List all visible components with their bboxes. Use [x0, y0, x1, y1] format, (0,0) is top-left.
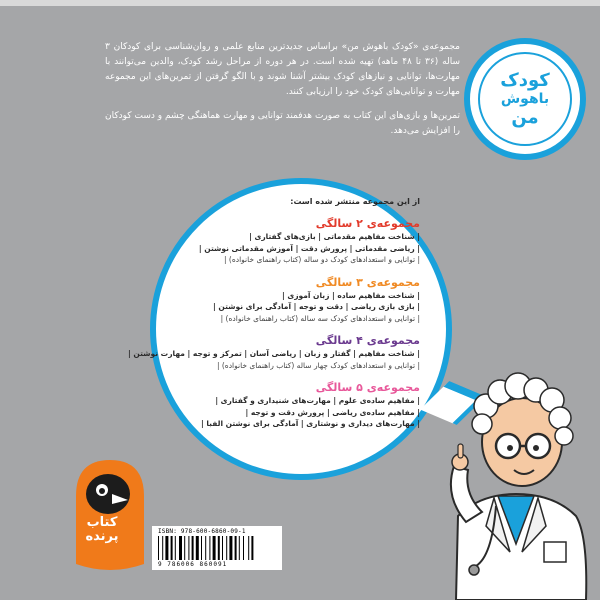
- scientist-character-illustration: [436, 366, 596, 600]
- series-logo: [464, 38, 586, 160]
- barcode-bar: [175, 536, 176, 560]
- barcode-bar: [209, 536, 210, 560]
- series-line: | شناخت مفاهیم ساده | زبان آموزی |: [281, 290, 420, 300]
- series-line: | ریاضی مقدماتی | پرورش دقت | آموزش مقدماتی نوشتن |: [198, 243, 420, 253]
- barcode-bar: [226, 536, 227, 560]
- barcode-bar: [251, 536, 253, 560]
- publisher-name: [72, 516, 132, 544]
- barcode-bar: [205, 536, 206, 560]
- barcode: [152, 526, 282, 570]
- series-list-intro: از این مجموعه منتشر شده است:: [290, 197, 420, 206]
- barcode-bar: [235, 536, 237, 560]
- barcode-bar: [188, 536, 189, 560]
- intro-paragraph-2: تمرین‌ها و بازی‌های این کتاب به صورت هدفمند توانایی و مهارت هماهنگی چشم و دست کودکان را افزایش می‌دهد.: [105, 111, 460, 136]
- series-logo-line-2: باهوش: [500, 90, 550, 107]
- series-line: | توانایی و استعدادهای کودک سه ساله (کتاب راهنمای خانواده) |: [220, 313, 420, 323]
- series-list: [128, 196, 420, 439]
- series-title: مجموعه‌ی ۲ سالگی: [315, 217, 420, 230]
- series-title: مجموعه‌ی ۵ سالگی: [315, 381, 420, 394]
- series-3-years: [175, 275, 420, 325]
- series-2-years: [175, 216, 420, 266]
- barcode-bar: [165, 536, 168, 560]
- series-logo-line-3: من: [511, 106, 539, 128]
- series-4-years: [128, 333, 420, 371]
- barcode-number: 9 786006 860091: [158, 561, 228, 568]
- series-title: مجموعه‌ی ۴ سالگی: [315, 334, 420, 347]
- intro-text: [105, 40, 460, 148]
- series-line: | مفاهیم ساده‌ی علوم | مهارت‌های شنیداری و گفتاری |: [215, 396, 420, 405]
- barcode-bar: [196, 536, 199, 560]
- series-line: | توانایی و استعدادهای کودک چهار ساله (کتاب راهنمای خانواده) |: [216, 360, 420, 370]
- series-line: | شناخت مفاهیم | گفتار و زبان | ریاضی آسان | تمرکز و توجه | مهارت نوشتن |: [128, 349, 420, 358]
- barcode-bar: [162, 536, 163, 560]
- barcode-bars: [158, 536, 276, 560]
- barcode-bar: [239, 536, 240, 560]
- series-logo-line-1: کودک: [500, 69, 550, 91]
- series-line: | شناخت مفاهیم مقدماتی | بازی‌های گفتاری |: [249, 232, 420, 241]
- series-logo-inner: [478, 52, 572, 146]
- series-line: | مهارت‌های دیداری و نوشتاری | آمادگی برای نوشتن الفبا |: [201, 419, 420, 428]
- publisher-name-line-1: کتاب: [86, 515, 118, 530]
- barcode-bar: [248, 536, 249, 560]
- barcode-bar: [184, 536, 185, 560]
- intro-paragraph-1: مجموعه‌ی «کودک باهوش من» براساس جدیدترین منابع علمی و روان‌شناسی برای کودکان ۳ ساله (۳۶ تا ۴۸ ماهه) تهیه شده است. در هر دوره از مراحل رشد کودک، والدین می‌توانند با مهارت‌ها، توانایی و نیازهای کودک بیشتر آشنا شوند و با الگو گرفتن از تمرین‌های این مجموعه مهارت و توانایی‌های کودک خود را ارزیابی کنند.: [105, 42, 460, 97]
- barcode-bar: [222, 536, 223, 560]
- barcode-bar: [192, 536, 194, 560]
- barcode-bar: [213, 536, 216, 560]
- barcode-bar: [158, 536, 159, 560]
- barcode-bar: [179, 536, 182, 560]
- publisher-name-line-2: پرنده: [85, 529, 119, 544]
- series-line: | بازی بازی ریاضی | دقت و توجه | آمادگی برای نوشتن |: [212, 302, 420, 311]
- series-title: مجموعه‌ی ۳ سالگی: [315, 275, 420, 289]
- isbn-text: ISBN: 978-600-6860-09-1: [158, 528, 246, 535]
- barcode-bar: [229, 536, 232, 560]
- barcode-bar: [218, 536, 220, 560]
- series-line: | توانایی و استعدادهای کودک دو ساله (کتاب راهنمای خانواده) |: [223, 255, 420, 264]
- series-line: | مفاهیم ساده‌ی ریاضی | پرورش دقت و توجه |: [245, 407, 420, 417]
- barcode-bar: [171, 536, 173, 560]
- barcode-bar: [243, 536, 244, 560]
- top-band: [0, 0, 600, 6]
- barcode-bar: [201, 536, 202, 560]
- series-5-years: [175, 380, 420, 430]
